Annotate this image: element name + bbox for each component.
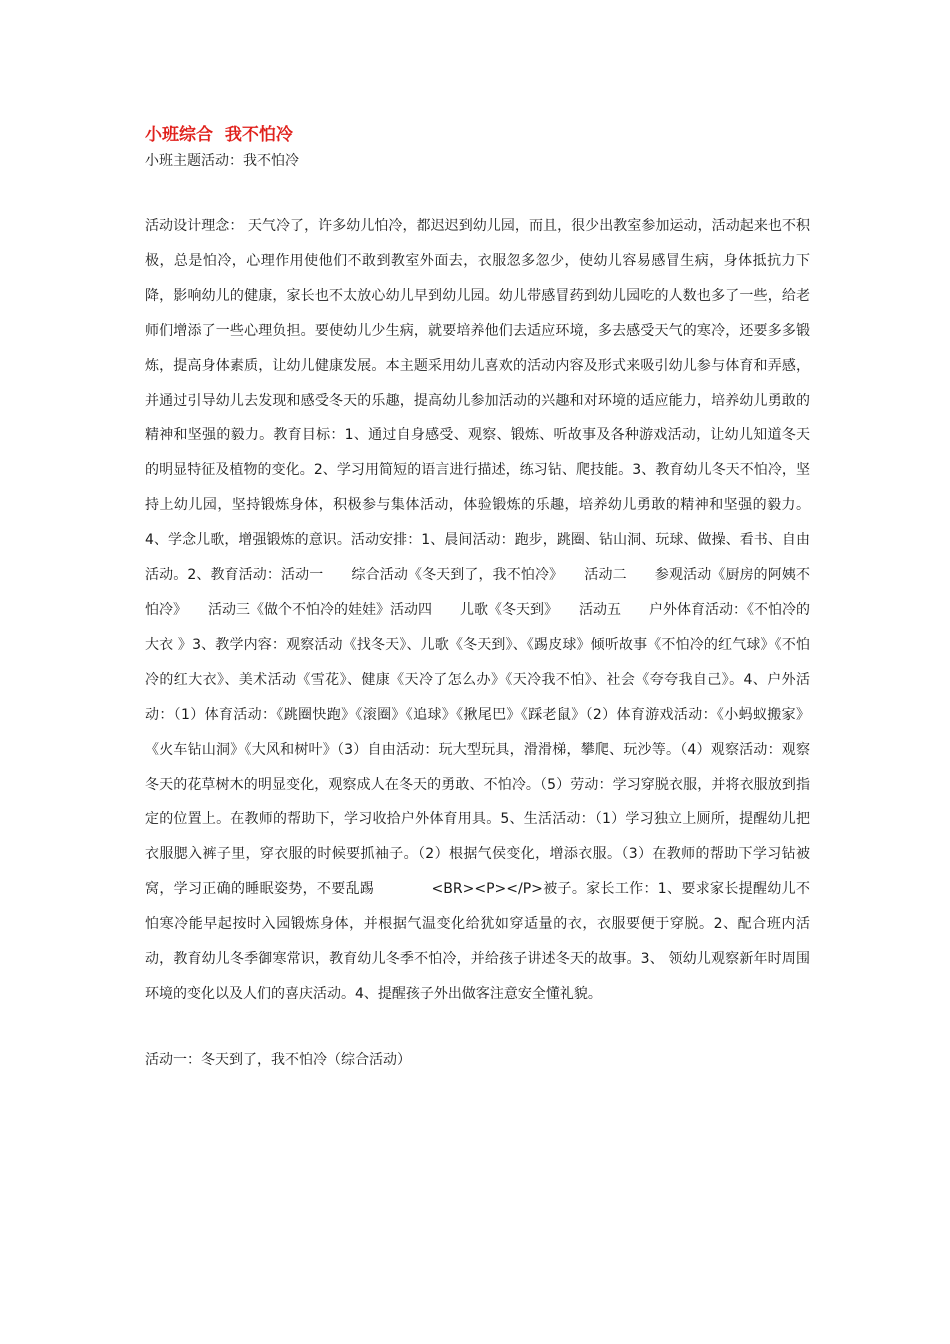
document-body: 活动设计理念： 天气冷了，许多幼儿怕冷，都迟迟到幼儿园，而且，很少出教室参加运动，活动起来也不积极，总是怕冷，心理作用使他们不敢到教室外面去，衣服忽多忽少，使幼儿容易感冒生病，身体抵抗力下降，影响幼儿的健康，家长也不太放心幼儿早到幼儿园。幼儿带感冒药到幼儿园吃的人数也多了一些，给老师们增添了一些心理负担。要使幼儿少生病，就要培养他们去适应环境，多去感受天气的寒冷，还要多多锻炼，提高身体素质，让幼儿健康发展。本主题采用幼儿喜欢的活动内容及形式来吸引幼儿参与体育和弄感，并通过引导幼儿去发现和感受冬天的乐趣，提高幼儿参加活动的兴趣和对环境的适应能力，培养幼儿勇敢的精神和坚强的毅力。教育目标：1、通过自身感受、观察、锻炼、听故事及各种游戏活动，让幼儿知道冬天的明显特征及植物的变化。2、学习用简短的语言进行描述，练习钻、爬技能。3、教育幼儿冬天不怕冷，坚持上幼儿园，坚持锻炼身体，积极参与集体活动，体验锻炼的乐趣，培养幼儿勇敢的精神和坚强的毅力。4、学念儿歌，增强锻炼的意识。活动安排：1、晨间活动：跑步，跳圈、钻山洞、玩球、做操、看书、自由活动。2、教育活动：活动一 综合活动《冬天到了，我不怕冷》 活动二 参观活动《厨房的阿姨不怕冷》 活动三《做个不怕冷的娃娃》活动四 儿歌《冬天到》 活动五 户外体育活动：《不怕冷的大衣 》3、教学内容：观察活动《找冬天》、儿歌《冬天到》、《踢皮球》倾听故事《不怕冷的红气球》《不怕冷的红大衣》、美术活动《雪花》、健康《天冷了怎么办》《天冷我不怕》、社会《夸夸我自己》。4、户外活动：（1）体育活动：《跳圈快跑》《滚圈》《追球》《揪尾巴》《踩老鼠》（2）体育游戏活动：《小蚂蚁搬家》《火车钻山洞》《大风和树叶》（3）自由活动：玩大型玩具，滑滑梯，攀爬、玩沙等。（4）观察活动：观察冬天的花草树木的明显变化，观察成人在冬天的勇敢、不怕冷。（5）劳动：学习穿脱衣服，并将衣服放到指定的位置上。在教师的帮助下，学习收拾户外体育用具。5、生活活动：（1）学习独立上厕所，提醒幼儿把衣服腮入裤子里，穿衣服的时候要抓袖子。（2）根据气侯变化，增添衣服。（3）在教师的帮助下学习钻被窝，学习正确的睡眠姿势，不要乱踢 <BR><P></P>被子。家长工作：1、要求家长提醒幼儿不怕寒冷能早起按时入园锻炼身体，并根据气温变化给犹如穿适量的衣，衣服要便于穿脱。2、配合班内活动，教育幼儿冬季御寒常识，教育幼儿冬季不怕冷，并给孩子讲述冬天的故事。3、 领幼儿观察新年时周围环境的变化以及人们的喜庆活动。4、提醒孩子外出做客注意安全懂礼貌。 bbox=[145, 218, 810, 1002]
document-subtitle: 小班主题活动：我不怕冷 bbox=[145, 153, 299, 169]
document-content bbox=[145, 122, 810, 1073]
section-heading: 活动一：冬天到了，我不怕冷（综合活动） bbox=[145, 1051, 411, 1068]
document-title: 小班综合 我不怕冷 bbox=[145, 125, 293, 145]
